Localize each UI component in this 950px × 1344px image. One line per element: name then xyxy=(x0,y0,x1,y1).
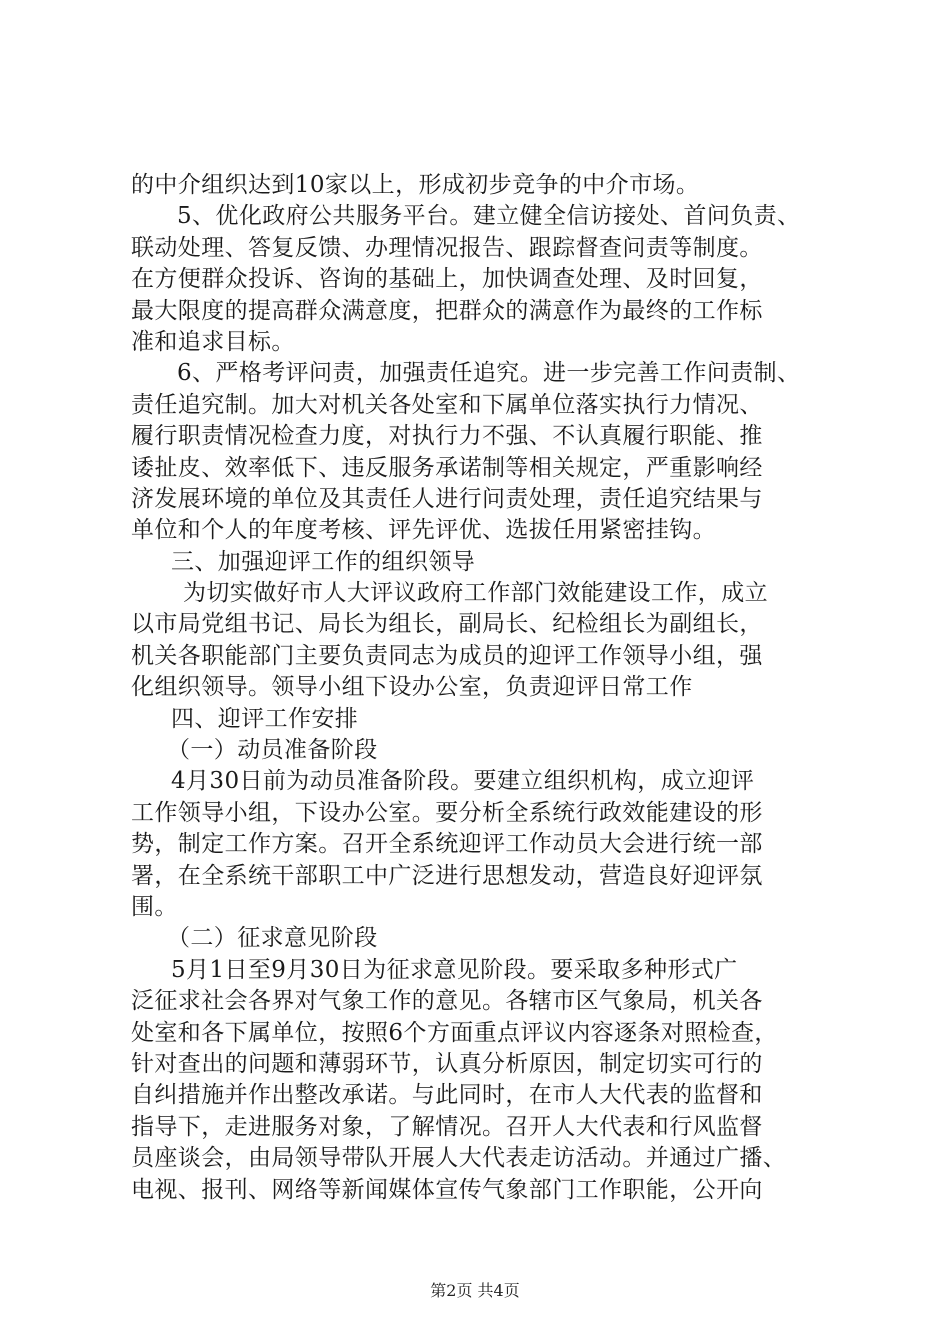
text-line: 自纠措施并作出整改承诺。与此同时，在市人大代表的监督和 xyxy=(131,1082,763,1109)
text-line: 工作领导小组，下设办公室。要分析全系统行政效能建设的形 xyxy=(131,799,763,826)
text-line: 联动处理、答复反馈、办理情况报告、跟踪督查问责等制度。 xyxy=(131,234,763,261)
text-line: 署，在全系统干部职工中广泛进行思想发动，营造良好迎评氛 xyxy=(131,862,763,889)
text-line: 化组织领导。领导小组下设办公室，负责迎评日常工作 xyxy=(131,674,693,701)
text-line: 5月1日至9月30日为征求意见阶段。要采取多种形式广 xyxy=(171,956,738,983)
text-line: 单位和个人的年度考核、评先评优、选拔任用紧密挂钩。 xyxy=(131,517,716,544)
text-line: 机关各职能部门主要负责同志为成员的迎评工作领导小组，强 xyxy=(131,642,763,669)
text-line: 为切实做好市人大评议政府工作部门效能建设工作，成立 xyxy=(183,580,768,607)
text-line: 以市局党组书记、局长为组长，副局长、纪检组长为副组长， xyxy=(131,611,763,638)
text-line: 的中介组织达到10家以上，形成初步竞争的中介市场。 xyxy=(131,172,700,198)
subsection-heading: （一）动员准备阶段 xyxy=(167,737,378,764)
text-line: 针对查出的问题和薄弱环节，认真分析原因，制定切实可行的 xyxy=(131,1050,763,1077)
text-line: 泛征求社会各界对气象工作的意见。各辖市区气象局，机关各 xyxy=(131,988,763,1015)
text-line: 最大限度的提高群众满意度，把群众的满意作为最终的工作标 xyxy=(131,297,763,324)
text-line: 势，制定工作方案。召开全系统迎评工作动员大会进行统一部 xyxy=(131,831,763,858)
text-line: 处室和各下属单位，按照6个方面重点评议内容逐条对照检查， xyxy=(131,1019,778,1046)
text-line: 济发展环境的单位及其责任人进行问责处理，责任追究结果与 xyxy=(131,485,763,512)
subsection-heading: （二）征求意见阶段 xyxy=(167,925,378,952)
text-line: 在方便群众投诉、咨询的基础上，加快调查处理、及时回复， xyxy=(131,266,763,293)
text-line: 4月30日前为动员准备阶段。要建立组织机构，成立迎评 xyxy=(171,768,755,795)
text-line: 指导下，走进服务对象，了解情况。召开人大代表和行风监督 xyxy=(131,1113,763,1140)
page-footer xyxy=(0,1281,950,1301)
text-line: 5、优化政府公共服务平台。建立健全信访接处、首问负责、 xyxy=(177,203,801,230)
document-body xyxy=(131,170,831,1206)
text-line: 准和追求目标。 xyxy=(131,328,295,355)
section-heading: 三、加强迎评工作的组织领导 xyxy=(171,548,476,575)
text-line: 员座谈会，由局领导带队开展人大代表走访活动。并通过广播、 xyxy=(131,1145,787,1172)
text-line: 责任追究制。加大对机关各处室和下属单位落实执行力情况、 xyxy=(131,391,763,418)
section-heading: 四、迎评工作安排 xyxy=(171,705,359,732)
text-line: 6、严格考评问责，加强责任追究。进一步完善工作问责制、 xyxy=(177,360,801,387)
text-line: 诿扯皮、效率低下、违反服务承诺制等相关规定，严重影响经 xyxy=(131,454,763,481)
text-line: 电视、报刊、网络等新闻媒体宣传气象部门工作职能，公开向 xyxy=(131,1176,763,1203)
text-line: 围。 xyxy=(131,893,178,920)
page-indicator: 第2页 共4页 xyxy=(430,1281,520,1300)
text-line: 履行职责情况检查力度，对执行力不强、不认真履行职能、推 xyxy=(131,423,763,450)
